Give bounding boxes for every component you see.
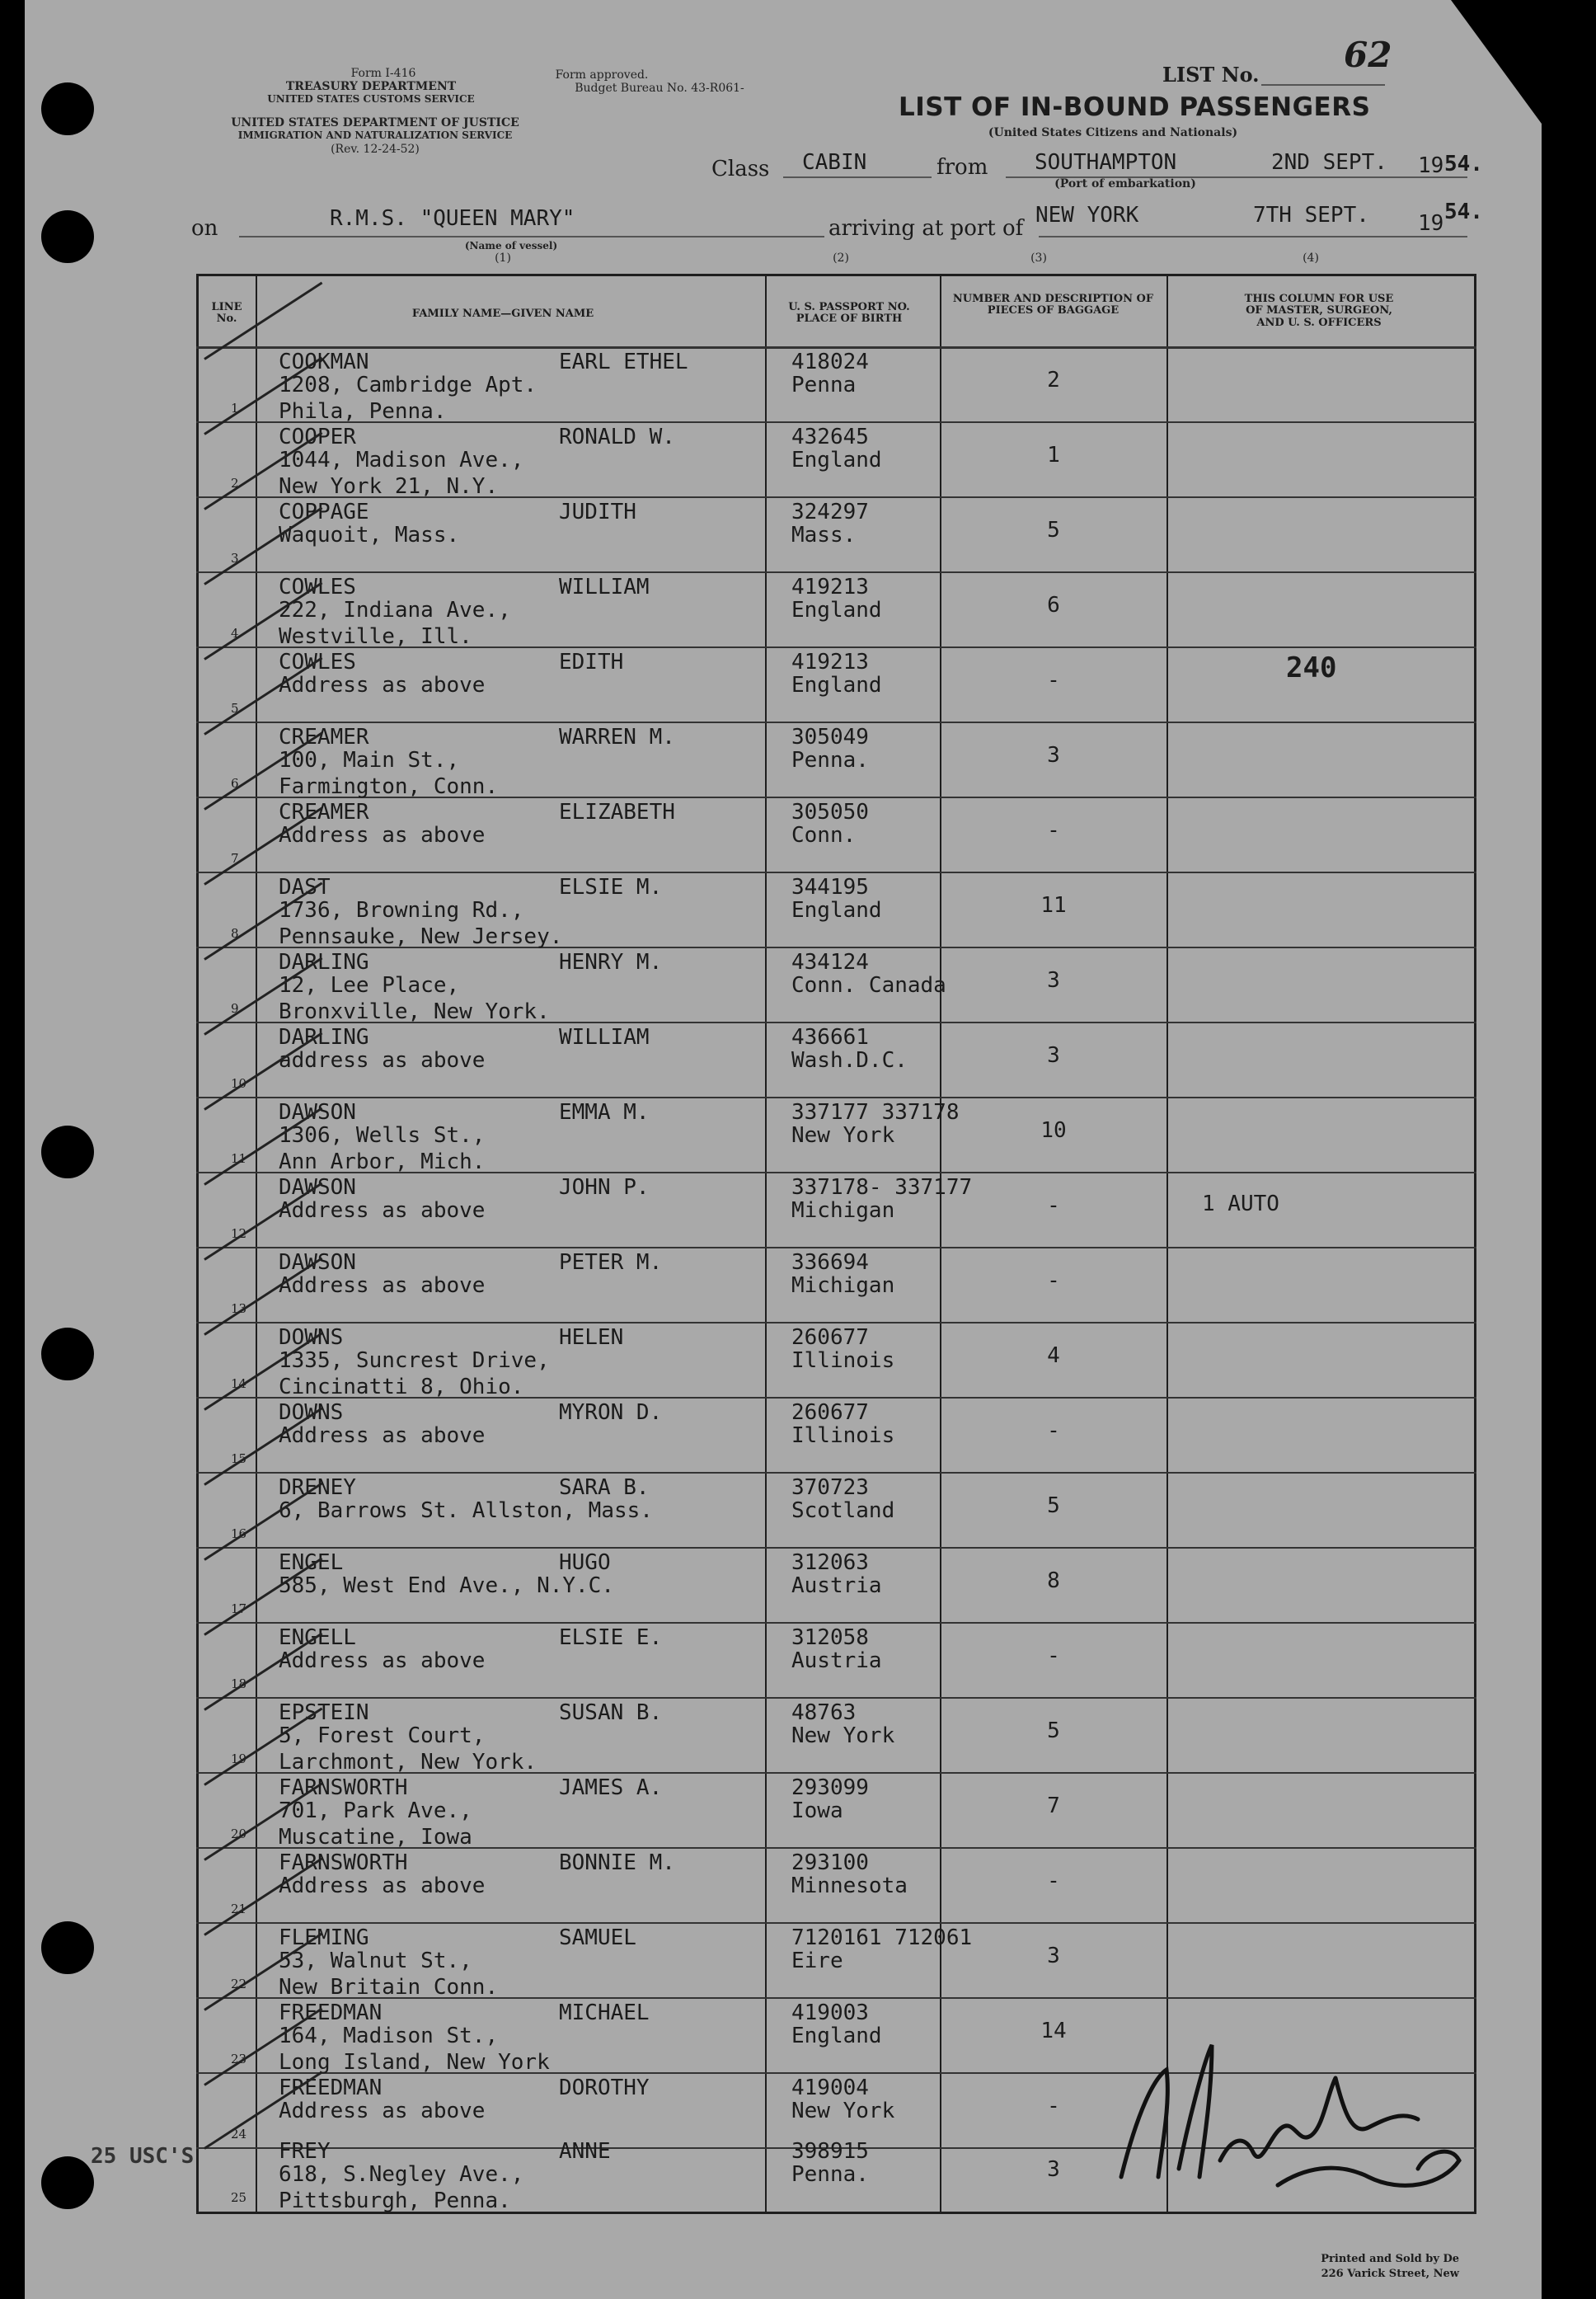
address xyxy=(279,823,485,849)
line-number: 25 xyxy=(231,2190,247,2205)
given-name: MICHAEL xyxy=(559,2000,650,2025)
address-line: 1208, Cambridge Apt. xyxy=(279,373,537,397)
arrival-underline xyxy=(1039,236,1467,237)
address-line: Ann Arbor, Mich. xyxy=(279,1149,486,1174)
address xyxy=(279,2024,550,2076)
table-row xyxy=(196,1397,1476,1473)
given-name: ELSIE M. xyxy=(559,875,663,900)
given-name: HENRY M. xyxy=(559,950,663,975)
address-line: Long Island, New York xyxy=(279,2049,550,2075)
family-name: COOKMAN xyxy=(279,350,369,374)
vessel-underline xyxy=(239,236,824,237)
line-number: 7 xyxy=(231,851,239,866)
address-line: Larchmont, New York. xyxy=(279,1749,537,1775)
table-row xyxy=(196,1172,1476,1248)
place-of-birth: Minnesota xyxy=(791,1874,908,1898)
col-header-name: FAMILY NAME—GIVEN NAME xyxy=(411,308,594,320)
given-name: EDITH xyxy=(559,650,624,675)
address xyxy=(279,1648,485,1675)
embarkation-caption: (Port of embarkation) xyxy=(1054,177,1196,190)
address xyxy=(279,1949,498,2000)
family-name: DARLING xyxy=(279,1025,369,1050)
passport-number: 337177 337178 xyxy=(791,1100,960,1125)
treasury-dept: TREASURY DEPARTMENT xyxy=(285,80,457,93)
vessel-caption: (Name of vessel) xyxy=(464,240,558,252)
baggage-count: - xyxy=(1047,1418,1060,1443)
given-name: JUDITH xyxy=(559,500,636,524)
passport-number: 312058 xyxy=(791,1625,869,1650)
departure-date: 2ND SEPT. xyxy=(1271,150,1387,175)
family-name: DAWSON xyxy=(279,1250,356,1275)
col-header-baggage: NUMBER AND DESCRIPTION OF PIECES OF BAGGAGE xyxy=(952,293,1154,317)
place-of-birth: Illinois xyxy=(791,1348,895,1373)
baggage-count: 1 xyxy=(1047,443,1060,468)
address xyxy=(279,1348,550,1400)
baggage-count: - xyxy=(1047,1268,1060,1293)
given-name: BONNIE M. xyxy=(559,1850,675,1875)
line-number: 10 xyxy=(231,1076,247,1091)
address-line: 701, Park Ave., xyxy=(279,1798,472,1823)
place-of-birth: Illinois xyxy=(791,1423,895,1448)
address-line: Address as above xyxy=(279,1273,486,1298)
passport-number: 370723 xyxy=(791,1475,869,1500)
address-line: 1736, Browning Rd., xyxy=(279,898,524,923)
passport-number: 260677 xyxy=(791,1325,869,1350)
baggage-count: - xyxy=(1047,1643,1060,1668)
family-name: FARNSWORTH xyxy=(279,1775,408,1800)
address xyxy=(279,1573,614,1600)
table-row xyxy=(196,1247,1476,1323)
table-row xyxy=(196,1922,1476,1998)
given-name: HUGO xyxy=(559,1550,611,1575)
family-name: FREEDMAN xyxy=(279,2076,383,2100)
baggage-count: 8 xyxy=(1047,1568,1060,1593)
address-line: New York 21, N.Y. xyxy=(279,473,499,499)
embarkation-port: SOUTHAMPTON xyxy=(1035,150,1177,175)
address-line: Cincinatti 8, Ohio. xyxy=(279,1374,524,1399)
given-name: PETER M. xyxy=(559,1250,663,1275)
baggage-count: 10 xyxy=(1040,1118,1067,1143)
baggage-count: 11 xyxy=(1040,893,1067,918)
line-number: 15 xyxy=(231,1451,247,1466)
family-name: COOPER xyxy=(279,425,356,449)
place-of-birth: Mass. xyxy=(791,523,857,548)
address-line: Farmington, Conn. xyxy=(279,773,499,799)
place-of-birth: New York xyxy=(791,2099,895,2123)
baggage-count: - xyxy=(1047,2094,1060,2118)
family-name: DAWSON xyxy=(279,1175,356,1200)
family-name: CREAMER xyxy=(279,725,369,750)
given-name: EARL ETHEL xyxy=(559,350,688,374)
place-of-birth: England xyxy=(791,448,882,472)
address xyxy=(279,898,562,950)
col-header-passport: U. S. PASSPORT NO. PLACE OF BIRTH xyxy=(788,301,910,326)
address-line: Bronxville, New York. xyxy=(279,999,550,1024)
place-of-birth: Scotland xyxy=(791,1498,895,1523)
address xyxy=(279,598,511,650)
baggage-count: - xyxy=(1047,1869,1060,1893)
class-value: CABIN xyxy=(802,150,867,175)
table-row xyxy=(196,421,1476,497)
table-row xyxy=(196,1772,1476,1848)
line-number: 17 xyxy=(231,1601,247,1616)
line-number: 16 xyxy=(231,1526,247,1541)
address-line: Westville, Ill. xyxy=(279,623,472,649)
family-name: DARLING xyxy=(279,950,369,975)
passport-number: 312063 xyxy=(791,1550,869,1575)
passport-number: 305050 xyxy=(791,800,869,825)
punch-hole xyxy=(41,1921,94,1974)
address xyxy=(279,1048,485,1074)
place-of-birth: Penna. xyxy=(791,2162,869,2187)
address xyxy=(279,1874,485,1900)
baggage-count: 5 xyxy=(1047,1493,1060,1518)
form-approved: Form approved. xyxy=(555,68,649,82)
line-number: 11 xyxy=(231,1151,247,1166)
arrival-year: 54. xyxy=(1444,200,1483,224)
table-row xyxy=(196,1472,1476,1548)
address xyxy=(279,2099,485,2125)
given-name: RONALD W. xyxy=(559,425,675,449)
address-line: 100, Main St., xyxy=(279,748,460,773)
address xyxy=(279,1798,472,1850)
address-line: Address as above xyxy=(279,823,486,848)
punch-hole xyxy=(41,1126,94,1178)
line-number: 5 xyxy=(231,701,239,716)
address-line: 53, Walnut St., xyxy=(279,1949,472,1973)
place-of-birth: Wash.D.C. xyxy=(791,1048,908,1073)
address xyxy=(279,1723,537,1775)
family-name: ENGEL xyxy=(279,1550,344,1575)
col-header-line: LINE No. xyxy=(211,301,242,326)
passport-number: 344195 xyxy=(791,875,869,900)
passport-number: 48763 xyxy=(791,1700,857,1725)
document-title: LIST OF IN-BOUND PASSENGERS xyxy=(899,92,1371,122)
family-name: DOWNS xyxy=(279,1325,344,1350)
address-line: Phila, Penna. xyxy=(279,398,447,424)
address-line: 585, West End Ave., N.Y.C. xyxy=(279,1573,614,1598)
baggage-count: 2 xyxy=(1047,368,1060,393)
ins-service: IMMIGRATION AND NATURALIZATION SERVICE xyxy=(237,129,513,141)
family-name: ENGELL xyxy=(279,1625,356,1650)
officer-note: 1 AUTO xyxy=(1202,1192,1279,1216)
address xyxy=(279,973,550,1025)
justice-dept: UNITED STATES DEPARTMENT OF JUSTICE xyxy=(231,116,519,129)
address-line: 1306, Wells St., xyxy=(279,1123,486,1148)
address xyxy=(279,1423,485,1450)
baggage-count: 7 xyxy=(1047,1794,1060,1818)
punch-hole xyxy=(41,1328,94,1380)
from-label: from xyxy=(936,155,988,180)
address-line: Pittsburgh, Penna. xyxy=(279,2188,511,2213)
customs-service: UNITED STATES CUSTOMS SERVICE xyxy=(267,93,475,105)
passport-number: 419004 xyxy=(791,2076,869,2100)
margin-note: 25 USC'S xyxy=(91,2144,195,2169)
given-name: WILLIAM xyxy=(559,1025,650,1050)
line-number: 14 xyxy=(231,1376,247,1391)
line-number: 3 xyxy=(231,551,239,566)
address-line: 618, S.Negley Ave., xyxy=(279,2162,524,2187)
list-no-label: LIST No. xyxy=(1162,63,1260,87)
address-line: 1044, Madison Ave., xyxy=(279,448,524,472)
baggage-count: 3 xyxy=(1047,2157,1060,2182)
place-of-birth: Iowa xyxy=(791,1798,843,1823)
address xyxy=(279,673,485,699)
printer-address: 226 Varick Street, New xyxy=(1321,2268,1459,2280)
budget-bureau: Budget Bureau No. 43-R061- xyxy=(575,82,744,95)
address-line: Address as above xyxy=(279,673,486,698)
line-number: 12 xyxy=(231,1226,247,1241)
family-name: FLEMING xyxy=(279,1925,369,1950)
vessel-col-number: (1) xyxy=(495,252,511,265)
baggage-count: 6 xyxy=(1047,593,1060,618)
address-line: 164, Madison St., xyxy=(279,2024,499,2048)
address-line: 5, Forest Court, xyxy=(279,1723,486,1748)
address xyxy=(279,1273,485,1300)
line-number: 2 xyxy=(231,476,239,491)
address xyxy=(279,1498,653,1525)
passport-number: 419213 xyxy=(791,650,869,675)
place-of-birth: Austria xyxy=(791,1648,882,1673)
given-name: WARREN M. xyxy=(559,725,675,750)
address-line: Address as above xyxy=(279,2099,486,2123)
line-number: 6 xyxy=(231,776,239,791)
passport-number: 7120161 712061 xyxy=(791,1925,973,1950)
baggage-count: 3 xyxy=(1047,743,1060,768)
address-line: 12, Lee Place, xyxy=(279,973,460,998)
printer-line: Printed and Sold by De xyxy=(1321,2253,1459,2265)
given-name: EMMA M. xyxy=(559,1100,650,1125)
torn-corner xyxy=(1451,0,1542,124)
table-row xyxy=(196,346,1476,422)
address-line: 1335, Suncrest Drive, xyxy=(279,1348,550,1373)
col-header-officers: THIS COLUMN FOR USE OF MASTER, SURGEON, AND U. S. OFFICERS xyxy=(1244,293,1394,329)
address xyxy=(279,373,537,425)
passport-number: 432645 xyxy=(791,425,869,449)
place-of-birth: Penna xyxy=(791,373,857,397)
passport-number: 434124 xyxy=(791,950,869,975)
address-line: Muscatine, Iowa xyxy=(279,1824,472,1850)
address xyxy=(279,2162,523,2214)
place-of-birth: Conn. Canada xyxy=(791,973,946,998)
family-name: COWLES xyxy=(279,650,356,675)
address-line: New Britain Conn. xyxy=(279,1974,499,2000)
arriving-label: arriving at port of xyxy=(829,216,1024,241)
place-of-birth: Conn. xyxy=(791,823,857,848)
place-of-birth: England xyxy=(791,673,882,698)
baggage-count: 3 xyxy=(1047,1944,1060,1968)
place-of-birth: Michigan xyxy=(791,1198,895,1223)
line-number: 9 xyxy=(231,1001,239,1016)
line-number: 21 xyxy=(231,1902,247,1916)
line-number: 22 xyxy=(231,1977,247,1991)
given-name: SUSAN B. xyxy=(559,1700,663,1725)
form-revision: (Rev. 12-24-52) xyxy=(331,143,420,156)
col2-number: (2) xyxy=(833,252,849,265)
line-number: 20 xyxy=(231,1827,247,1841)
baggage-count: 4 xyxy=(1047,1343,1060,1368)
given-name: MYRON D. xyxy=(559,1400,663,1425)
vessel-name: R.M.S. "QUEEN MARY" xyxy=(330,206,575,231)
place-of-birth: Michigan xyxy=(791,1273,895,1298)
col4-number: (4) xyxy=(1303,252,1319,265)
given-name: SAMUEL xyxy=(559,1925,636,1950)
address xyxy=(279,523,459,549)
passport-number: 398915 xyxy=(791,2139,869,2164)
family-name: FARNSWORTH xyxy=(279,1850,408,1875)
table-row xyxy=(196,722,1476,797)
arrival-date: 7TH SEPT. xyxy=(1253,203,1369,228)
table-row xyxy=(196,1847,1476,1923)
address-line: Pennsauke, New Jersey. xyxy=(279,924,563,949)
address-line: Address as above xyxy=(279,1198,486,1223)
document-subtitle: (United States Citizens and Nationals) xyxy=(988,126,1238,139)
passport-number: 336694 xyxy=(791,1250,869,1275)
departure-year-prefix: 19 xyxy=(1418,153,1444,178)
family-name: DRENEY xyxy=(279,1475,356,1500)
given-name: ELSIE E. xyxy=(559,1625,663,1650)
place-of-birth: New York xyxy=(791,1123,895,1148)
table-row xyxy=(196,571,1476,647)
table-row xyxy=(196,1022,1476,1098)
table-row xyxy=(196,1697,1476,1773)
passport-number: 337178- 337177 xyxy=(791,1175,973,1200)
address xyxy=(279,1198,485,1225)
officer-signature xyxy=(1088,2012,1467,2202)
table-row xyxy=(196,797,1476,872)
arrival-port: NEW YORK xyxy=(1035,203,1139,228)
baggage-count: 3 xyxy=(1047,968,1060,993)
family-name: DAWSON xyxy=(279,1100,356,1125)
given-name: ANNE xyxy=(559,2139,611,2164)
place-of-birth: England xyxy=(791,898,882,923)
address-line: 222, Indiana Ave., xyxy=(279,598,511,623)
table-row xyxy=(196,646,1476,722)
address xyxy=(279,448,523,500)
baggage-count: 14 xyxy=(1040,2019,1067,2043)
passport-number: 293099 xyxy=(791,1775,869,1800)
line-number: 18 xyxy=(231,1676,247,1691)
official-note-number: 240 xyxy=(1286,651,1337,684)
baggage-count: - xyxy=(1047,818,1060,843)
passport-number: 260677 xyxy=(791,1400,869,1425)
table-row xyxy=(196,1622,1476,1698)
place-of-birth: England xyxy=(791,598,882,623)
place-of-birth: England xyxy=(791,2024,882,2048)
baggage-count: 5 xyxy=(1047,518,1060,543)
given-name: DOROTHY xyxy=(559,2076,650,2100)
col3-number: (3) xyxy=(1030,252,1047,265)
given-name: WILLIAM xyxy=(559,575,650,599)
given-name: ELIZABETH xyxy=(559,800,675,825)
list-number: 62 xyxy=(1344,35,1392,75)
arrival-year-prefix: 19 xyxy=(1418,211,1444,236)
given-name: JOHN P. xyxy=(559,1175,650,1200)
baggage-count: 3 xyxy=(1047,1043,1060,1068)
passport-number: 418024 xyxy=(791,350,869,374)
address xyxy=(279,748,498,800)
address-line: address as above xyxy=(279,1048,486,1073)
line-number: 8 xyxy=(231,926,239,941)
baggage-count: - xyxy=(1047,668,1060,693)
address-line: 6, Barrows St. Allston, Mass. xyxy=(279,1498,653,1523)
departure-year: 54. xyxy=(1444,152,1483,176)
family-name: FREY xyxy=(279,2139,331,2164)
table-row xyxy=(196,947,1476,1023)
punch-hole xyxy=(41,2156,94,2209)
given-name: HELEN xyxy=(559,1325,624,1350)
family-name: CREAMER xyxy=(279,800,369,825)
place-of-birth: New York xyxy=(791,1723,895,1748)
address xyxy=(279,1123,485,1175)
family-name: FREEDMAN xyxy=(279,2000,383,2025)
line-number: 13 xyxy=(231,1301,247,1316)
table-row xyxy=(196,1097,1476,1173)
address-line: Address as above xyxy=(279,1423,486,1448)
line-number: 19 xyxy=(231,1751,247,1766)
passport-number: 419003 xyxy=(791,2000,869,2025)
address-line: Waquoit, Mass. xyxy=(279,523,460,548)
passport-number: 436661 xyxy=(791,1025,869,1050)
class-label: Class xyxy=(711,157,770,181)
family-name: DAST xyxy=(279,875,331,900)
family-name: DOWNS xyxy=(279,1400,344,1425)
class-underline xyxy=(783,176,932,178)
baggage-count: 5 xyxy=(1047,1718,1060,1743)
place-of-birth: Penna. xyxy=(791,748,869,773)
table-row xyxy=(196,1322,1476,1398)
place-of-birth: Austria xyxy=(791,1573,882,1598)
table-row xyxy=(196,496,1476,572)
family-name: COPPAGE xyxy=(279,500,369,524)
baggage-count: - xyxy=(1047,1193,1060,1218)
passport-number: 419213 xyxy=(791,575,869,599)
punch-hole xyxy=(41,210,94,263)
table-row xyxy=(196,872,1476,947)
passport-number: 324297 xyxy=(791,500,869,524)
line-number: 1 xyxy=(231,401,239,416)
given-name: SARA B. xyxy=(559,1475,650,1500)
on-label: on xyxy=(191,216,218,241)
place-of-birth: Eire xyxy=(791,1949,843,1973)
given-name: JAMES A. xyxy=(559,1775,663,1800)
list-no-underline xyxy=(1261,84,1385,86)
address-line: Address as above xyxy=(279,1874,486,1898)
family-name: EPSTEIN xyxy=(279,1700,369,1725)
family-name: COWLES xyxy=(279,575,356,599)
form-number: Form I-416 xyxy=(350,67,416,80)
passport-number: 293100 xyxy=(791,1850,869,1875)
line-number: 24 xyxy=(231,2127,247,2142)
table-row xyxy=(196,1547,1476,1623)
line-number: 4 xyxy=(231,626,239,641)
line-number: 23 xyxy=(231,2052,247,2066)
passport-number: 305049 xyxy=(791,725,869,750)
address-line: Address as above xyxy=(279,1648,486,1673)
punch-hole xyxy=(41,82,94,135)
